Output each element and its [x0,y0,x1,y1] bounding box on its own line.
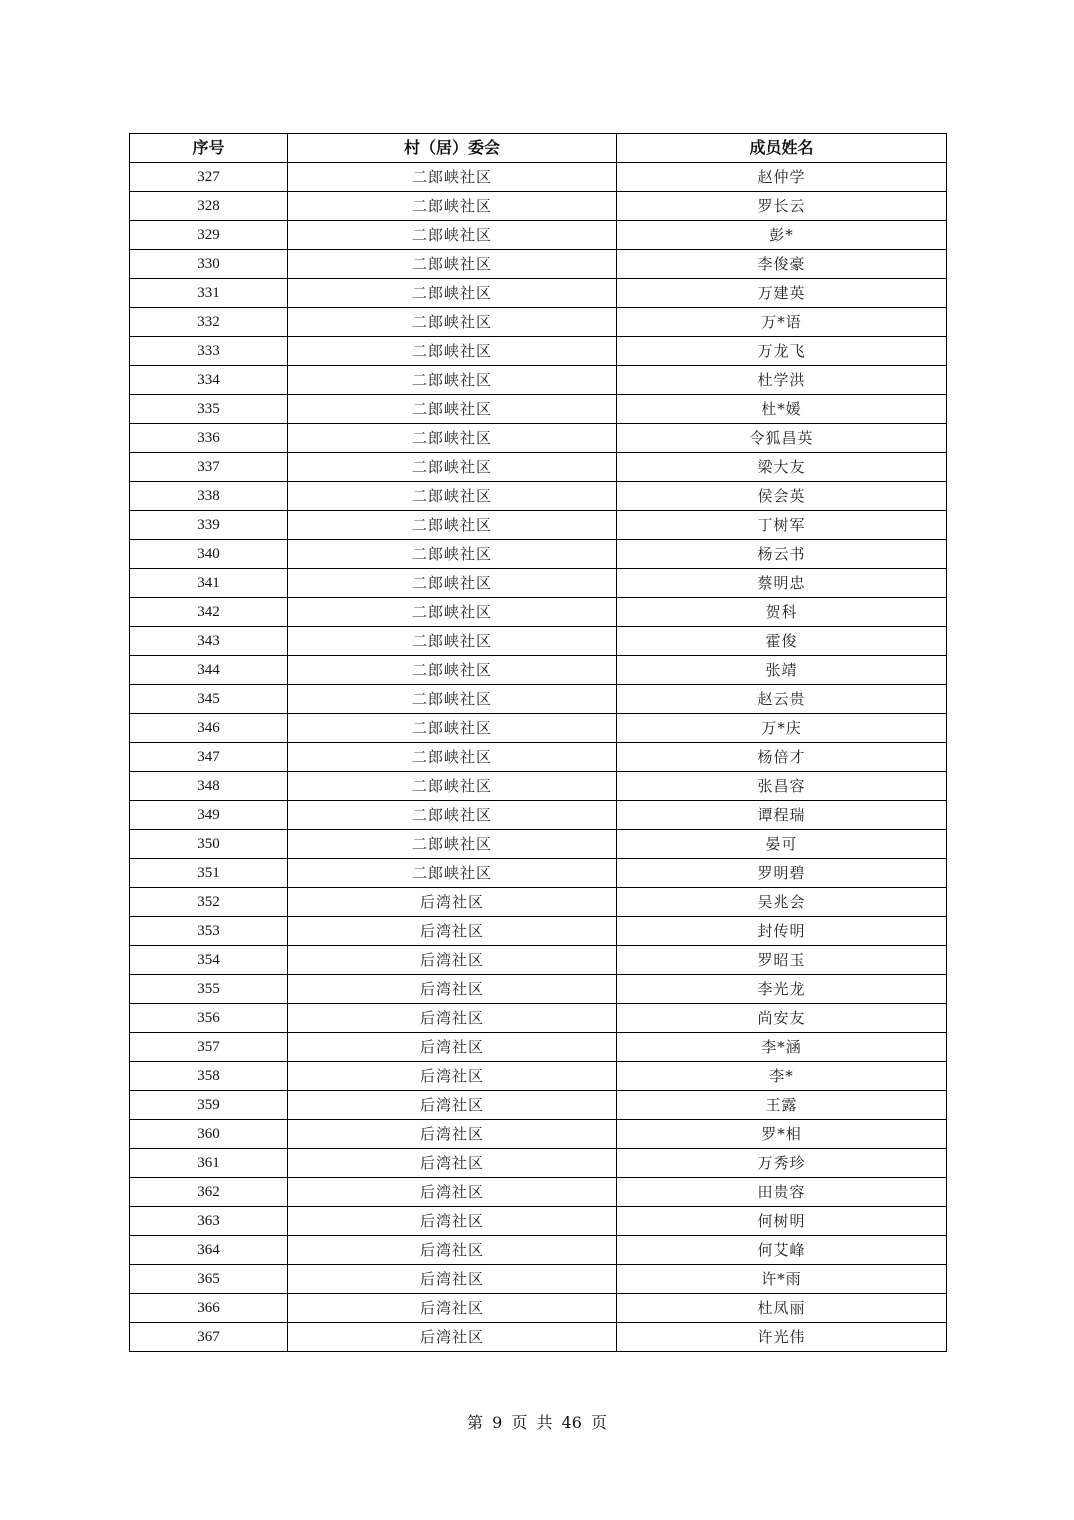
row-seq: 329 [130,221,288,250]
table-row [130,1004,947,1033]
row-member-name: 吴兆会 [617,888,947,917]
table-row [130,250,947,279]
table-row [130,685,947,714]
row-committee: 后湾社区 [288,1178,617,1207]
row-committee: 二郎峡社区 [288,801,617,830]
row-committee: 二郎峡社区 [288,830,617,859]
row-committee: 二郎峡社区 [288,540,617,569]
row-seq: 331 [130,279,288,308]
row-committee: 二郎峡社区 [288,482,617,511]
row-member-name: 罗昭玉 [617,946,947,975]
row-seq: 363 [130,1207,288,1236]
row-seq: 367 [130,1323,288,1352]
row-committee: 二郎峡社区 [288,859,617,888]
table-body [130,163,947,1352]
row-committee: 二郎峡社区 [288,163,617,192]
table-row [130,540,947,569]
table-row [130,801,947,830]
row-committee: 二郎峡社区 [288,627,617,656]
row-seq: 361 [130,1149,288,1178]
row-committee: 二郎峡社区 [288,337,617,366]
row-member-name: 万*语 [617,308,947,337]
row-committee: 二郎峡社区 [288,395,617,424]
row-seq: 349 [130,801,288,830]
table-header-row [130,134,947,163]
row-member-name: 许*雨 [617,1265,947,1294]
table-row [130,946,947,975]
page-footer: 第 9 页 共 46 页 [467,1413,607,1432]
row-seq: 343 [130,627,288,656]
row-member-name: 张靖 [617,656,947,685]
row-seq: 330 [130,250,288,279]
row-member-name: 杜学洪 [617,366,947,395]
row-seq: 350 [130,830,288,859]
row-committee: 二郎峡社区 [288,192,617,221]
row-committee: 二郎峡社区 [288,366,617,395]
row-committee: 二郎峡社区 [288,279,617,308]
row-seq: 357 [130,1033,288,1062]
row-committee: 二郎峡社区 [288,714,617,743]
row-seq: 339 [130,511,288,540]
row-committee: 后湾社区 [288,1323,617,1352]
row-member-name: 丁树军 [617,511,947,540]
row-committee: 二郎峡社区 [288,772,617,801]
table-row [130,192,947,221]
row-committee: 后湾社区 [288,1120,617,1149]
row-member-name: 谭程瑞 [617,801,947,830]
header-member-name: 成员姓名 [617,134,947,163]
row-member-name: 罗明碧 [617,859,947,888]
table-row [130,511,947,540]
table-row [130,714,947,743]
table-row [130,975,947,1004]
table-row [130,888,947,917]
row-member-name: 杜*媛 [617,395,947,424]
table-row [130,656,947,685]
row-committee: 二郎峡社区 [288,453,617,482]
row-seq: 366 [130,1294,288,1323]
row-member-name: 梁大友 [617,453,947,482]
row-member-name: 杨云书 [617,540,947,569]
row-committee: 二郎峡社区 [288,743,617,772]
row-committee: 后湾社区 [288,888,617,917]
table-row [130,366,947,395]
row-seq: 365 [130,1265,288,1294]
table-row [130,279,947,308]
row-member-name: 王露 [617,1091,947,1120]
row-seq: 345 [130,685,288,714]
row-member-name: 万秀珍 [617,1149,947,1178]
table-row [130,1149,947,1178]
row-committee: 后湾社区 [288,1004,617,1033]
row-member-name: 令狐昌英 [617,424,947,453]
row-committee: 二郎峡社区 [288,569,617,598]
table-row [130,163,947,192]
row-seq: 335 [130,395,288,424]
table-row [130,482,947,511]
row-committee: 二郎峡社区 [288,685,617,714]
row-committee: 二郎峡社区 [288,250,617,279]
table-row [130,1294,947,1323]
row-seq: 332 [130,308,288,337]
table-row [130,1033,947,1062]
table-row [130,308,947,337]
row-member-name: 侯会英 [617,482,947,511]
row-seq: 333 [130,337,288,366]
row-seq: 344 [130,656,288,685]
header-seq: 序号 [130,134,288,163]
row-committee: 后湾社区 [288,1149,617,1178]
row-member-name: 赵云贵 [617,685,947,714]
row-committee: 二郎峡社区 [288,511,617,540]
row-seq: 356 [130,1004,288,1033]
table-row [130,743,947,772]
row-member-name: 李*涵 [617,1033,947,1062]
row-seq: 341 [130,569,288,598]
row-member-name: 许光伟 [617,1323,947,1352]
row-member-name: 何树明 [617,1207,947,1236]
table-row [130,1265,947,1294]
row-member-name: 田贵容 [617,1178,947,1207]
row-seq: 328 [130,192,288,221]
row-committee: 后湾社区 [288,1091,617,1120]
row-seq: 346 [130,714,288,743]
row-seq: 362 [130,1178,288,1207]
row-member-name: 罗长云 [617,192,947,221]
row-seq: 348 [130,772,288,801]
row-committee: 二郎峡社区 [288,308,617,337]
row-seq: 358 [130,1062,288,1091]
table-row [130,569,947,598]
row-member-name: 封传明 [617,917,947,946]
row-seq: 352 [130,888,288,917]
table-row [130,395,947,424]
row-seq: 338 [130,482,288,511]
table-row [130,772,947,801]
table-row [130,337,947,366]
row-member-name: 尚安友 [617,1004,947,1033]
row-seq: 353 [130,917,288,946]
table-row [130,1207,947,1236]
row-committee: 后湾社区 [288,1236,617,1265]
table-row [130,1120,947,1149]
table-row [130,598,947,627]
table-row [130,917,947,946]
row-member-name: 杜凤丽 [617,1294,947,1323]
row-member-name: 罗*相 [617,1120,947,1149]
row-committee: 后湾社区 [288,1265,617,1294]
row-seq: 340 [130,540,288,569]
table-row [130,1178,947,1207]
row-committee: 后湾社区 [288,1294,617,1323]
row-seq: 337 [130,453,288,482]
row-committee: 二郎峡社区 [288,656,617,685]
row-committee: 二郎峡社区 [288,221,617,250]
row-seq: 334 [130,366,288,395]
row-seq: 360 [130,1120,288,1149]
row-committee: 后湾社区 [288,1062,617,1091]
row-seq: 327 [130,163,288,192]
row-member-name: 蔡明忠 [617,569,947,598]
header-committee: 村（居）委会 [288,134,617,163]
table-row [130,1236,947,1265]
row-member-name: 张昌容 [617,772,947,801]
row-member-name: 晏可 [617,830,947,859]
row-member-name: 何艾峰 [617,1236,947,1265]
member-table [129,133,947,1352]
row-seq: 359 [130,1091,288,1120]
table-row [130,859,947,888]
row-member-name: 杨倍才 [617,743,947,772]
table-row [130,453,947,482]
row-member-name: 李* [617,1062,947,1091]
row-seq: 364 [130,1236,288,1265]
row-committee: 后湾社区 [288,946,617,975]
row-seq: 354 [130,946,288,975]
row-committee: 后湾社区 [288,1207,617,1236]
row-member-name: 霍俊 [617,627,947,656]
row-committee: 后湾社区 [288,1033,617,1062]
row-member-name: 赵仲学 [617,163,947,192]
row-committee: 二郎峡社区 [288,424,617,453]
row-member-name: 李光龙 [617,975,947,1004]
table-row [130,1062,947,1091]
row-member-name: 彭* [617,221,947,250]
row-seq: 342 [130,598,288,627]
row-member-name: 贺科 [617,598,947,627]
table-row [130,627,947,656]
row-member-name: 万*庆 [617,714,947,743]
row-seq: 351 [130,859,288,888]
row-seq: 336 [130,424,288,453]
row-member-name: 万建英 [617,279,947,308]
table-row [130,1091,947,1120]
table-row [130,424,947,453]
row-committee: 后湾社区 [288,917,617,946]
row-member-name: 李俊豪 [617,250,947,279]
table-row [130,1323,947,1352]
table-row [130,830,947,859]
table-row [130,221,947,250]
row-committee: 二郎峡社区 [288,598,617,627]
row-seq: 355 [130,975,288,1004]
row-seq: 347 [130,743,288,772]
row-committee: 后湾社区 [288,975,617,1004]
row-member-name: 万龙飞 [617,337,947,366]
